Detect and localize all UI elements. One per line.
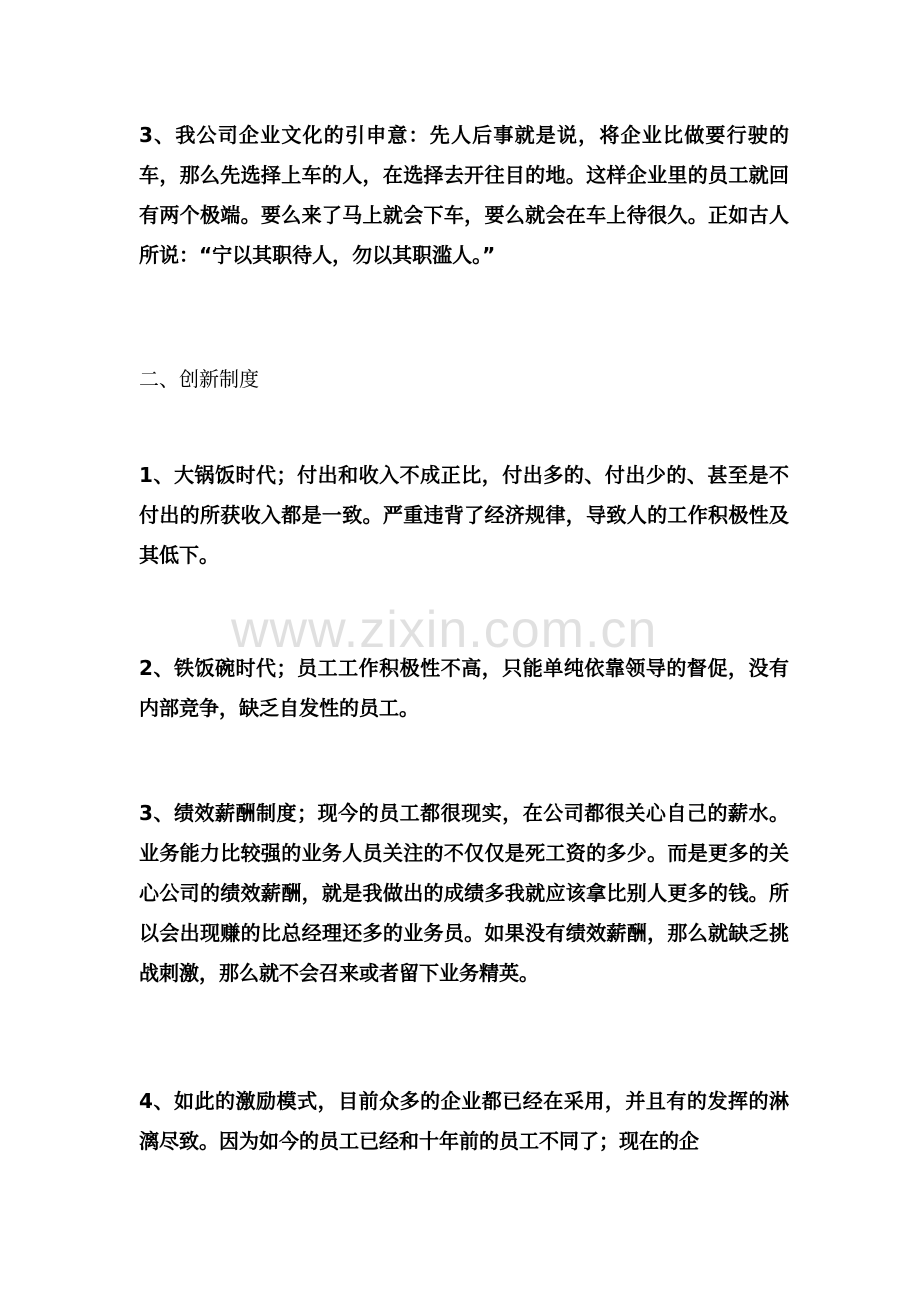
paragraph-text: 、绩效薪酬制度；现今的员工都很现实，在公司都很关心自己的薪水。业务能力比较强的业务人员关注的不仅仅是死工资的多少。而是更多的关心公司的绩效薪酬，就是我做出的成绩多我就应该拿比别人更多的钱。所以会出现赚的比总经理还多的业务员。如果没有绩效薪酬，那么就缺乏挑战刺激，那么就不会召来或者留下业务精英。 — [139, 801, 789, 985]
paragraph-number: 1 — [139, 463, 153, 487]
paragraph-performance-pay — [139, 793, 789, 993]
paragraph-iron-rice-bowl-era — [139, 648, 789, 728]
paragraph-text: 、铁饭碗时代；员工工作积极性不高，只能单纯依靠领导的督促，没有内部竞争，缺乏自发性的员工。 — [139, 656, 789, 720]
paragraph-text: 、如此的激励模式，目前众多的企业都已经在采用，并且有的发挥的淋漓尽致。因为如今的员工已经和十年前的员工不同了；现在的企 — [139, 1089, 789, 1153]
paragraph-number: 4 — [139, 1089, 153, 1113]
paragraph-text: 、大锅饭时代；付出和收入不成正比，付出多的、付出少的、甚至是不付出的所获收入都是一致。严重违背了经济规律，导致人的工作积极性及其低下。 — [139, 463, 789, 567]
watermark: www.zixin.com.cn — [231, 601, 658, 659]
section-heading: 二、创新制度 — [139, 367, 259, 391]
paragraph-incentive-model — [139, 1081, 789, 1161]
paragraph-number: 3 — [139, 801, 153, 825]
paragraph-big-pot-era — [139, 455, 789, 575]
paragraph-number: 2 — [139, 656, 153, 680]
paragraph-text: 、我公司企业文化的引申意：先人后事就是说，将企业比做要行驶的车，那么先选择上车的人，在选择去开往目的地。这样企业里的员工就回有两个极端。要么来了马上就会下车，要么就会在车上待很久。正如古人所说：“宁以其职待人，勿以其职滥人。” — [139, 123, 789, 267]
paragraph-number: 3 — [139, 123, 153, 147]
paragraph-culture-meaning — [139, 115, 789, 275]
